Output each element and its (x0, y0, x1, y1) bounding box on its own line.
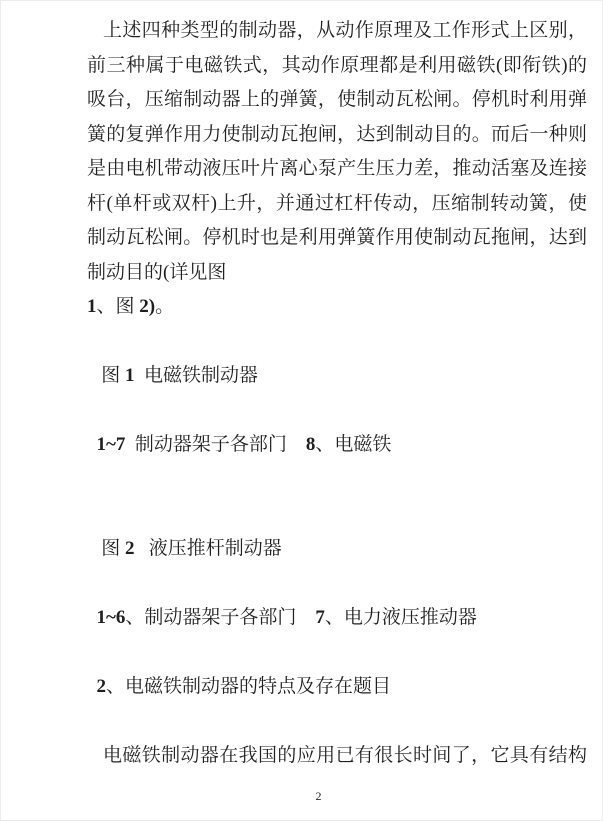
bold-text-segment: 2 (125, 537, 135, 559)
text-segment: 吸台，压缩制动器上的弹簧，使制动瓦松闸。停机时利用弹 (87, 89, 587, 110)
bold-text-segment: 8 (305, 434, 316, 455)
text-segment: 电磁铁制动器在我国的应用已有很长时间了，它具有结构 (103, 744, 587, 766)
page-number (1, 788, 602, 804)
text-segment: 制动瓦松闸。停机时也是利用弹簧作用使制动瓦拖闸，达到 (87, 227, 587, 248)
section2-heading (87, 670, 587, 705)
bold-text-segment: 1 (125, 365, 135, 386)
text-segment (87, 676, 97, 697)
text-segment: 、电磁铁制动器的特点及存在题目 (106, 675, 392, 697)
text-segment: 图 (87, 537, 126, 559)
text-segment (87, 434, 97, 455)
paragraph1-line6 (87, 187, 587, 222)
paragraph2-line1 (87, 739, 587, 774)
blank-line (87, 566, 587, 601)
text-segment: 、电力液压推动器 (324, 606, 477, 628)
blank-line (87, 325, 587, 360)
figure1-legend (87, 428, 587, 463)
figure2-legend (87, 601, 587, 636)
blank-line (87, 497, 587, 532)
page-number-value: 2 (315, 789, 322, 803)
text-segment: 制动目的(详见图 (87, 261, 227, 283)
text-segment: 是由电机带动液压叶片离心泵产生压力差，推动活塞及连接 (87, 158, 587, 179)
bold-text-segment: 7 (315, 606, 325, 628)
bold-text-segment: 2 (96, 675, 106, 697)
paragraph1-line7 (87, 221, 587, 256)
text-segment: 上述四种类型的制动器，从动作原理及工作形式上区别， (103, 20, 587, 41)
text-segment: 、图 (96, 296, 140, 317)
text-segment: 。 (155, 296, 175, 317)
text-segment: 液压推杆制动器 (134, 537, 282, 559)
document-text-block (87, 14, 587, 773)
text-segment (87, 607, 97, 628)
blank-line (87, 704, 587, 739)
paragraph1-line1 (87, 14, 587, 49)
paragraph1-line8 (87, 256, 587, 291)
paragraph1-line3 (87, 83, 587, 118)
text-segment: 杆(单杆或双杆)上升，并通过杠杆传动，压缩制转动簧，使 (87, 192, 587, 214)
text-segment: 、制动器架子各部门 (125, 606, 316, 628)
text-segment: 前三种属于电磁铁式，其动作原理都是利用磁铁(即衔铁)的 (87, 54, 587, 76)
paragraph1-line5 (87, 152, 587, 187)
paragraph1-line2 (87, 49, 587, 84)
blank-line (87, 463, 587, 498)
blank-line (87, 635, 587, 670)
text-segment: 电磁铁制动器 (134, 365, 259, 386)
bold-text-segment: 2) (139, 296, 156, 317)
figure2-caption (87, 532, 587, 567)
bold-text-segment: 1~7 (96, 434, 126, 455)
bold-text-segment: 1 (87, 296, 97, 317)
text-segment: 制动器架子各部门 (125, 434, 306, 455)
paragraph1-line4 (87, 118, 587, 153)
text-segment: 图 (87, 365, 126, 386)
text-segment: 簧的复弹作用力使制动瓦抱闸，达到制动目的。而后一种则 (87, 123, 587, 145)
paragraph1-line9 (87, 290, 587, 325)
figure1-caption (87, 359, 587, 394)
text-segment: 、电磁铁 (315, 434, 392, 455)
blank-line (87, 394, 587, 429)
bold-text-segment: 1~6 (96, 606, 126, 628)
